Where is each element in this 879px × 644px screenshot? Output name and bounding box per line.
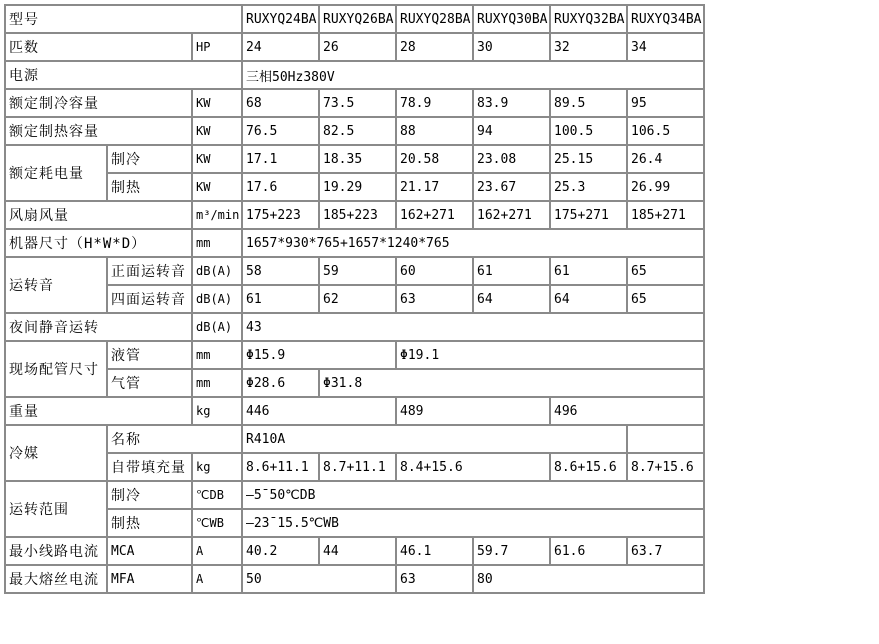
- power-consumption-heating-unit: KW: [192, 173, 242, 201]
- refrigerant-charge-value: 8.7+15.6: [627, 453, 704, 481]
- mfa-value: 63: [396, 565, 473, 593]
- power-consumption-cooling-value: 23.08: [473, 145, 550, 173]
- row-power-consumption-cooling: [5, 145, 704, 173]
- weight-value: 446: [242, 397, 396, 425]
- cooling-capacity-unit: KW: [192, 89, 242, 117]
- operating-range-heating-label: 制热: [107, 509, 192, 537]
- noise-front-value: 59: [319, 257, 396, 285]
- power-supply-label: 电源: [5, 61, 242, 89]
- power-consumption-cooling-label: 制冷: [107, 145, 192, 173]
- noise-four-side-value: 63: [396, 285, 473, 313]
- heating-capacity-unit: KW: [192, 117, 242, 145]
- refrigerant-charge-value: 8.7+11.1: [319, 453, 396, 481]
- mca-value: 63.7: [627, 537, 704, 565]
- row-night-mode: [5, 313, 704, 341]
- row-power-consumption-heating: [5, 173, 704, 201]
- operating-range-cooling-label: 制冷: [107, 481, 192, 509]
- cooling-capacity-value: 95: [627, 89, 704, 117]
- hp-value: 26: [319, 33, 396, 61]
- noise-front-value: 65: [627, 257, 704, 285]
- row-hp: [5, 33, 704, 61]
- mfa-abbr: MFA: [107, 565, 192, 593]
- airflow-value: 162+271: [473, 201, 550, 229]
- noise-four-side-value: 64: [550, 285, 627, 313]
- mfa-value: 80: [473, 565, 704, 593]
- refrigerant-charge-value: 8.6+11.1: [242, 453, 319, 481]
- dimensions-label: 机器尺寸（H*W*D）: [5, 229, 192, 257]
- power-consumption-cooling-unit: KW: [192, 145, 242, 173]
- row-piping-liquid: [5, 341, 704, 369]
- power-consumption-heating-value: 17.6: [242, 173, 319, 201]
- hp-unit: HP: [192, 33, 242, 61]
- cooling-capacity-value: 83.9: [473, 89, 550, 117]
- airflow-label: 风扇风量: [5, 201, 192, 229]
- row-dimensions: [5, 229, 704, 257]
- operating-range-cooling-value: –5¯50℃DB: [242, 481, 704, 509]
- operating-range-heating-unit: ℃WB: [192, 509, 242, 537]
- noise-label: 运转音: [5, 257, 107, 313]
- refrigerant-charge-unit: kg: [192, 453, 242, 481]
- noise-front-value: 60: [396, 257, 473, 285]
- mca-value: 46.1: [396, 537, 473, 565]
- noise-front-value: 61: [473, 257, 550, 285]
- row-operating-range-heating: [5, 509, 704, 537]
- operating-range-heating-value: –23¯15.5℃WB: [242, 509, 704, 537]
- heating-capacity-label: 额定制热容量: [5, 117, 192, 145]
- row-power-supply: [5, 61, 704, 89]
- power-consumption-cooling-value: 17.1: [242, 145, 319, 173]
- piping-liquid-value: Φ19.1: [396, 341, 704, 369]
- piping-gas-label: 气管: [107, 369, 192, 397]
- mfa-unit: A: [192, 565, 242, 593]
- row-refrigerant-charge: [5, 453, 704, 481]
- power-consumption-cooling-value: 26.4: [627, 145, 704, 173]
- hp-value: 32: [550, 33, 627, 61]
- piping-label: 现场配管尺寸: [5, 341, 107, 397]
- noise-four-side-value: 65: [627, 285, 704, 313]
- heating-capacity-value: 76.5: [242, 117, 319, 145]
- noise-front-value: 58: [242, 257, 319, 285]
- power-consumption-label: 额定耗电量: [5, 145, 107, 201]
- model-label: 型号: [5, 5, 242, 33]
- noise-four-side-value: 64: [473, 285, 550, 313]
- airflow-value: 162+271: [396, 201, 473, 229]
- power-consumption-heating-value: 21.17: [396, 173, 473, 201]
- row-piping-gas: [5, 369, 704, 397]
- cooling-capacity-value: 73.5: [319, 89, 396, 117]
- piping-gas-value: Φ31.8: [319, 369, 704, 397]
- row-noise-four-side: [5, 285, 704, 313]
- row-weight: [5, 397, 704, 425]
- noise-front-unit: dB(A): [192, 257, 242, 285]
- airflow-value: 185+271: [627, 201, 704, 229]
- power-consumption-heating-value: 19.29: [319, 173, 396, 201]
- weight-value: 489: [396, 397, 550, 425]
- piping-liquid-label: 液管: [107, 341, 192, 369]
- noise-four-side-label: 四面运转音: [107, 285, 192, 313]
- hp-value: 28: [396, 33, 473, 61]
- model-name: RUXYQ30BA: [473, 5, 550, 33]
- dimensions-value: 1657*930*765+1657*1240*765: [242, 229, 704, 257]
- heating-capacity-value: 100.5: [550, 117, 627, 145]
- weight-value: 496: [550, 397, 704, 425]
- cooling-capacity-value: 78.9: [396, 89, 473, 117]
- power-consumption-heating-value: 23.67: [473, 173, 550, 201]
- noise-four-side-value: 61: [242, 285, 319, 313]
- row-noise-front: [5, 257, 704, 285]
- power-consumption-heating-value: 25.3: [550, 173, 627, 201]
- power-consumption-heating-label: 制热: [107, 173, 192, 201]
- mca-value: 40.2: [242, 537, 319, 565]
- night-mode-value: 43: [242, 313, 704, 341]
- noise-front-value: 61: [550, 257, 627, 285]
- model-name: RUXYQ26BA: [319, 5, 396, 33]
- row-heating-capacity: [5, 117, 704, 145]
- mca-value: 61.6: [550, 537, 627, 565]
- piping-liquid-value: Φ15.9: [242, 341, 396, 369]
- piping-gas-unit: mm: [192, 369, 242, 397]
- mca-abbr: MCA: [107, 537, 192, 565]
- weight-label: 重量: [5, 397, 192, 425]
- refrigerant-name-blank: [627, 425, 704, 453]
- refrigerant-name-value: R410A: [242, 425, 627, 453]
- noise-four-side-value: 62: [319, 285, 396, 313]
- night-mode-label: 夜间静音运转: [5, 313, 192, 341]
- piping-gas-value: Φ28.6: [242, 369, 319, 397]
- refrigerant-name-label: 名称: [107, 425, 242, 453]
- airflow-value: 175+223: [242, 201, 319, 229]
- model-name: RUXYQ34BA: [627, 5, 704, 33]
- mfa-value: 50: [242, 565, 396, 593]
- airflow-unit: m³/min: [192, 201, 242, 229]
- refrigerant-charge-value: 8.6+15.6: [550, 453, 627, 481]
- power-consumption-cooling-value: 18.35: [319, 145, 396, 173]
- refrigerant-label: 冷媒: [5, 425, 107, 481]
- operating-range-cooling-unit: ℃DB: [192, 481, 242, 509]
- piping-liquid-unit: mm: [192, 341, 242, 369]
- weight-unit: kg: [192, 397, 242, 425]
- airflow-value: 175+271: [550, 201, 627, 229]
- heating-capacity-value: 106.5: [627, 117, 704, 145]
- noise-four-side-unit: dB(A): [192, 285, 242, 313]
- power-consumption-cooling-value: 20.58: [396, 145, 473, 173]
- power-supply-value: 三相50Hz380V: [242, 61, 704, 89]
- power-consumption-heating-value: 26.99: [627, 173, 704, 201]
- hp-value: 30: [473, 33, 550, 61]
- row-airflow: [5, 201, 704, 229]
- row-operating-range-cooling: [5, 481, 704, 509]
- heating-capacity-value: 88: [396, 117, 473, 145]
- noise-front-label: 正面运转音: [107, 257, 192, 285]
- hp-value: 34: [627, 33, 704, 61]
- heating-capacity-value: 94: [473, 117, 550, 145]
- spec-table: [4, 4, 705, 594]
- model-name: RUXYQ32BA: [550, 5, 627, 33]
- hp-label: 匹数: [5, 33, 192, 61]
- mfa-label: 最大熔丝电流: [5, 565, 107, 593]
- operating-range-label: 运转范围: [5, 481, 107, 537]
- refrigerant-charge-value: 8.4+15.6: [396, 453, 550, 481]
- model-name: RUXYQ24BA: [242, 5, 319, 33]
- row-model: [5, 5, 704, 33]
- cooling-capacity-value: 89.5: [550, 89, 627, 117]
- mca-value: 59.7: [473, 537, 550, 565]
- airflow-value: 185+223: [319, 201, 396, 229]
- mca-unit: A: [192, 537, 242, 565]
- heating-capacity-value: 82.5: [319, 117, 396, 145]
- mca-label: 最小线路电流: [5, 537, 107, 565]
- cooling-capacity-label: 额定制冷容量: [5, 89, 192, 117]
- refrigerant-charge-label: 自带填充量: [107, 453, 192, 481]
- cooling-capacity-value: 68: [242, 89, 319, 117]
- row-mfa: [5, 565, 704, 593]
- dimensions-unit: mm: [192, 229, 242, 257]
- row-cooling-capacity: [5, 89, 704, 117]
- hp-value: 24: [242, 33, 319, 61]
- mca-value: 44: [319, 537, 396, 565]
- row-refrigerant-name: [5, 425, 704, 453]
- row-mca: [5, 537, 704, 565]
- night-mode-unit: dB(A): [192, 313, 242, 341]
- model-name: RUXYQ28BA: [396, 5, 473, 33]
- power-consumption-cooling-value: 25.15: [550, 145, 627, 173]
